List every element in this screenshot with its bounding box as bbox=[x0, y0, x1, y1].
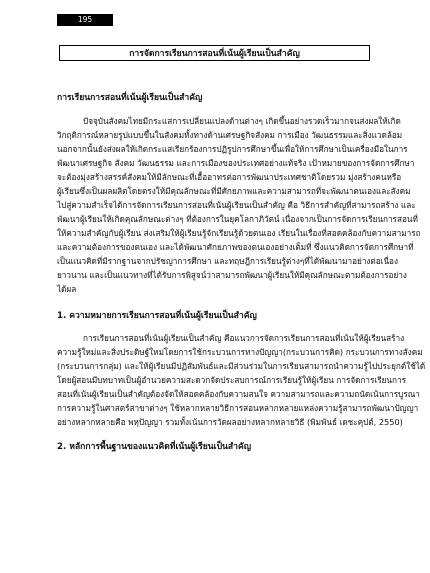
paragraph-line: นอกจากนั้นยังส่งผลให้เกิดกระแสเรียกร้องการปฏิรูปการศึกษาขึ้นเพื่อให้การศึกษาเป็นเครื่องมือในการ bbox=[57, 144, 408, 154]
paragraph-line: ไปสู่ความสำเร็จได้การจัดการเรียนการสอนที่เน้นผู้เรียนเป็นสำคัญ คือ วิธีการสำคัญที่สามารถสร้าง และ bbox=[57, 200, 416, 210]
paragraph-line: จะต้องมุ่งสร้างสรรค์สังคมให้มีลักษณะที่เอื้ออาทรต่อการพัฒนาประเทศชาติโดยรวม มุ่งสร้างคนหรือ bbox=[57, 172, 402, 182]
paragraph-line: ให้ความสำคัญกับผู้เรียน ส่งเสริมให้ผู้เรียนรู้จักเรียนรู้ด้วยตนเอง เรียนในเรื่องที่สอดคล้องกับความสามารถ bbox=[57, 228, 421, 238]
paragraph-line: อย่างหลากหลายคือ พหุปัญญา รวมทั้งเน้นการวัดผลอย่างหลากหลายวิธี (พิมพันธ์ เดชะคุปต์, 2550) bbox=[57, 417, 403, 427]
page-number: 195 bbox=[57, 14, 113, 26]
section-heading: 1. ความหมายการเรียนการสอนที่เน้นผู้เรียนเป็นสำคัญ bbox=[57, 311, 257, 321]
section-heading: 2. หลักการพื้นฐานของแนวคิดที่เน้นผู้เรียนเป็นสำคัญ bbox=[57, 442, 252, 452]
paragraph-line: โดยผู้สอนมีบทบาทเป็นผู้อำนวยความสะดวกจัดประสบการณ์การเรียนรู้ให้ผู้เรียน การจัดการเรียนการ bbox=[57, 375, 406, 385]
paragraph-line: การความรู้ในศาสตร์สาขาต่างๆ ใช้หลากหลายวิธีการสอนหลากหลายแหล่งความรู้สามารถพัฒนาปัญญา bbox=[57, 403, 419, 413]
paragraph-line: พัฒนาผู้เรียนให้เกิดคุณลักษณะต่างๆ ที่ต้องการในยุคโลกาภิวัตน์ เนื่องจากเป็นการจัดการเรียนการสอนที่ bbox=[57, 214, 418, 224]
section-heading: การเรียนการสอนที่เน้นผู้เรียนเป็นสำคัญ bbox=[57, 93, 203, 103]
paragraph-line: และความต้องการของตนเอง และได้พัฒนาศักยภาพของตนเองอย่างเต็มที่ ซึ่งแนวคิดการจัดการศึกษาที่ bbox=[57, 242, 414, 252]
paragraph-line: เป็นแนวคิดที่มีรากฐานจากปรัชญาการศึกษา และทฤษฎีการเรียนรู้ต่างๆที่ได้พัฒนามาอย่างต่อเนื่อง bbox=[57, 256, 398, 266]
paragraph-line: ความรู้ใหม่และสิ่งประดิษฐ์ใหม่โดยการใช้กระบวนการทางปัญญา(กระบวนการคิด) กระบวนการทางสังคม bbox=[57, 347, 423, 357]
paragraph-line: วิกฤติการณ์หลายรูปแบบขึ้นในสังคมทั้งทางด้านเศรษฐกิจสังคม การเมือง วัฒนธรรมและสิ่งแวดล้อม bbox=[57, 130, 403, 140]
paragraph-line: ผู้เรียนซึ่งเป็นผลผลิตโดยตรงให้มีคุณลักษณะที่มีศักยภาพและความสามารถที่จะพัฒนาตนเองและสังคม bbox=[57, 186, 411, 196]
page-title: การจัดการเรียนการสอนที่เน้นผู้เรียนเป็นสำคัญ bbox=[59, 45, 370, 61]
paragraph-line: ปัจจุบันสังคมไทยมีกระแสการเปลี่ยนแปลงด้านต่างๆ เกิดขึ้นอย่างรวดเร็วมากจนส่งผลให้เกิด bbox=[83, 116, 401, 126]
paragraph-line: พัฒนาเศรษฐกิจ สังคม วัฒนธรรม และการเมืองของประเทศอย่างแท้จริง เป้าหมายของการจัดการศึกษา bbox=[57, 158, 415, 168]
paragraph-line: สอนที่เน้นผู้เรียนเป็นสำคัญต้องจัดให้สอดคล้องกับความสนใจ ความสามารถและความถนัดเน้นการบูรณา bbox=[57, 389, 420, 399]
paragraph-line: (กระบวนการกลุ่ม) และให้ผู้เรียนมีปฏิสัมพันธ์และมีส่วนร่วมในการเรียนสามารถนำความรู้ไปประยุกต์ใช้ได้ bbox=[57, 361, 426, 371]
paragraph-line: ยาวนาน และเป็นแนวทางที่ได้รับการพิสูจน์ว่าสามารถพัฒนาผู้เรียนให้มีคุณลักษณะตามต้องการอย่าง bbox=[57, 270, 407, 280]
paragraph-line: ได้ผล bbox=[57, 284, 77, 294]
paragraph-line: การเรียนการสอนที่เน้นผู้เรียนเป็นสำคัญ คือแนวการจัดการเรียนการสอนที่เน้นให้ผู้เรียนสร้าง bbox=[83, 333, 405, 343]
